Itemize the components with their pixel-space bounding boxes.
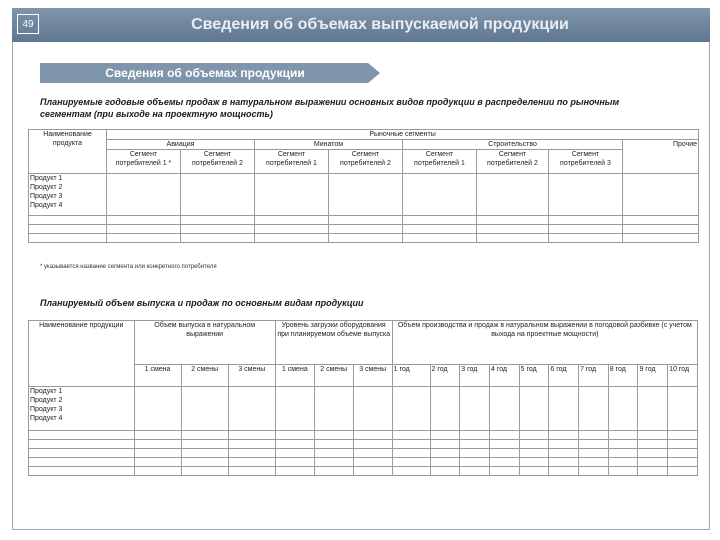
segment-header: Сегмент потребителей 1 *: [107, 150, 181, 174]
product-name: Продукт 2: [30, 184, 63, 191]
segments-table: [28, 129, 699, 243]
volume-shift: 2 смены: [181, 365, 228, 387]
segment-header: Сегмент потребителей 1: [255, 150, 329, 174]
product-name: Продукт 2: [30, 397, 63, 404]
load-shift: 1 смена: [275, 365, 314, 387]
product-name: Продукт 1: [30, 388, 63, 395]
year-header: 4 год: [489, 365, 519, 387]
segment-header: Сегмент потребителей 2: [477, 150, 549, 174]
paragraph-1: Планируемые годовые объемы продаж в натуральном выражении основных видов продукции в распределении по рыночным сегментам (при выходе на проектную мощность): [40, 97, 620, 119]
year-header: 5 год: [519, 365, 549, 387]
year-header: 7 год: [579, 365, 609, 387]
production-table: [28, 320, 698, 476]
year-header: 6 год: [549, 365, 579, 387]
col-load-header: Уровень загрузки оборудования при планируемом объеме выпуска: [275, 321, 392, 365]
col-sales-header: Объем производства и продаж в натуральном выражении в погодовой разбивке (с учетом выхода на проектные мощности): [392, 321, 697, 365]
volume-shift: 1 смена: [134, 365, 181, 387]
market-segments-header: Рыночные сегменты: [107, 130, 699, 140]
product-names-cell: [29, 387, 135, 431]
group-minatom: Минатом: [255, 140, 403, 150]
product-name: Продукт 4: [30, 202, 63, 209]
paragraph-2: Планируемый объем выпуска и продаж по основным видам продукции: [40, 298, 364, 308]
product-name: Продукт 3: [30, 193, 63, 200]
footnote: * указывается название сегмента или конкретного потребителя: [40, 264, 217, 270]
segment-header: Сегмент потребителей 2: [329, 150, 403, 174]
product-name: Продукт 3: [30, 406, 63, 413]
group-construction: Строительство: [403, 140, 623, 150]
product-names-cell: [29, 174, 107, 216]
col2-product-header: Наименование продукции: [29, 321, 135, 387]
col-product-header: Наименование продукта: [29, 130, 107, 174]
segment-header: Сегмент потребителей 3: [549, 150, 623, 174]
product-name: Продукт 4: [30, 415, 63, 422]
year-header: 1 год: [392, 365, 430, 387]
segment-header: Сегмент потребителей 2: [181, 150, 255, 174]
volume-shift: 3 смены: [228, 365, 275, 387]
section-banner: Сведения об объемах продукции: [105, 66, 305, 80]
page-number: 49: [17, 14, 39, 34]
year-header: 3 год: [460, 365, 490, 387]
page-title: Сведения об объемах выпускаемой продукции: [191, 16, 569, 33]
group-aviation: Авиация: [107, 140, 255, 150]
year-header: 8 год: [608, 365, 638, 387]
group-other: Прочие: [623, 140, 699, 174]
load-shift: 2 смены: [314, 365, 353, 387]
year-header: 9 год: [638, 365, 668, 387]
year-header: 10 год: [668, 365, 698, 387]
year-header: 2 год: [430, 365, 460, 387]
load-shift: 3 смены: [353, 365, 392, 387]
segment-header: Сегмент потребителей 1: [403, 150, 477, 174]
col-volume-header: Объем выпуска в натуральном выражении: [134, 321, 275, 365]
product-name: Продукт 1: [30, 175, 63, 182]
